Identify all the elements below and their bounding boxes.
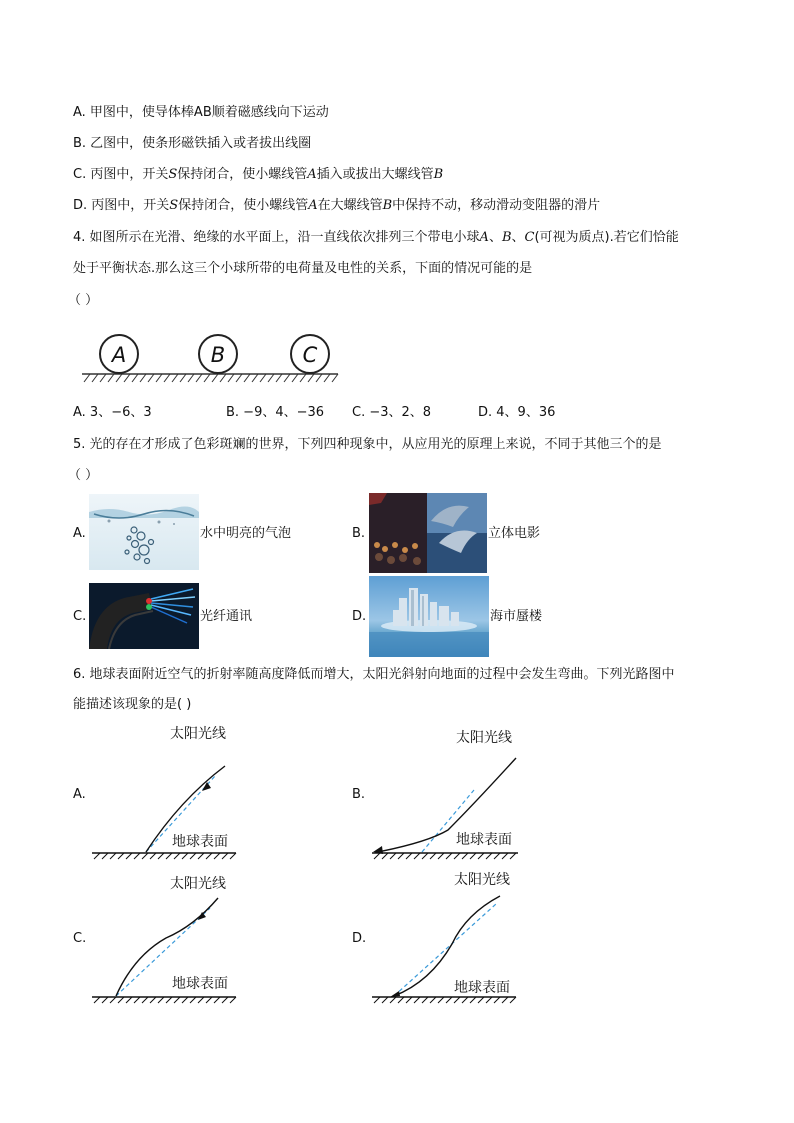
q6-diagram-d (370, 864, 530, 1004)
q4-answer-paren: （ ） (68, 293, 99, 308)
water-bubbles-image (89, 494, 199, 570)
sun-light-label-a: 太阳光线 (170, 726, 226, 742)
q5-option-a-caption: 水中明亮的气泡 (200, 526, 292, 541)
q3-option-b: B. 乙图中，使条形磁铁插入或者拔出线圈 (73, 136, 312, 151)
q5-option-b-letter: B. (352, 526, 366, 541)
q5-option-b-caption: 立体电影 (488, 526, 541, 541)
q5-answer-paren: （ ） (68, 468, 99, 483)
q6-option-b-letter: B. (352, 787, 366, 802)
3d-movie-image (369, 493, 487, 573)
earth-surface-label-d: 地球表面 (454, 980, 510, 996)
q6-option-d-letter: D. (352, 931, 367, 946)
q3-option-d: D. 丙图中，开关S保持闭合，使小螺线管A在大螺线管B中保持不动，移动滑动变阻器的滑片 (73, 198, 601, 213)
q5-option-d-letter: D. (352, 609, 367, 624)
optical-fiber-image (89, 583, 199, 649)
q5-option-c-letter: C. (73, 609, 87, 624)
q4-stem-line2: 处于平衡状态.那么这三个小球所带的电荷量及电性的关系，下面的情况可能的是 (73, 261, 533, 276)
q6-stem-line1: 6. 地球表面附近空气的折射率随高度降低而增大，太阳光斜射向地面的过程中会发生弯曲。下列光路图中 (73, 667, 675, 682)
q4-balls-figure (80, 328, 342, 384)
mirage-image (369, 576, 489, 657)
q6-option-a-letter: A. (73, 787, 86, 802)
q4-option-c: C. −3、2、8 (352, 405, 432, 420)
sun-light-label-d: 太阳光线 (454, 872, 510, 888)
q4-stem-line1: 4. 如图所示在光滑、绝缘的水平面上，沿一直线依次排列三个带电小球A、B、C(可视为质点).若它们恰能 (73, 230, 679, 245)
q5-option-a-letter: A. (73, 526, 86, 541)
sun-light-label-c: 太阳光线 (170, 876, 226, 892)
q3-option-a: A. 甲图中，使导体棒AB顺着磁感线向下运动 (73, 105, 329, 120)
earth-surface-label-b: 地球表面 (456, 832, 512, 848)
q6-diagram-b (370, 720, 530, 860)
ball-a-label: A (111, 343, 127, 367)
q5-option-d-caption: 海市蜃楼 (490, 609, 543, 624)
q4-option-d: D. 4、9、36 (478, 405, 556, 420)
ball-b-label: B (210, 343, 226, 367)
sun-light-label-b: 太阳光线 (456, 730, 512, 746)
q4-option-a: A. 3、−6、3 (73, 405, 152, 420)
earth-surface-label-c: 地球表面 (172, 976, 228, 992)
q6-diagram-a (90, 720, 250, 860)
q5-stem-line1: 5. 光的存在才形成了色彩斑斓的世界，下列四种现象中，从应用光的原理上来说，不同于其他三个的是 (73, 437, 662, 452)
q5-option-c-caption: 光纤通讯 (200, 609, 253, 624)
q6-diagram-c (90, 864, 250, 1004)
q6-option-c-letter: C. (73, 931, 87, 946)
q4-option-b: B. −9、4、−36 (226, 405, 325, 420)
earth-surface-label-a: 地球表面 (172, 834, 228, 850)
q6-stem-line2: 能描述该现象的是( ) (73, 697, 192, 712)
q3-option-c: C. 丙图中，开关S保持闭合，使小螺线管A插入或拔出大螺线管B (73, 167, 444, 182)
ball-c-label: C (302, 343, 318, 367)
